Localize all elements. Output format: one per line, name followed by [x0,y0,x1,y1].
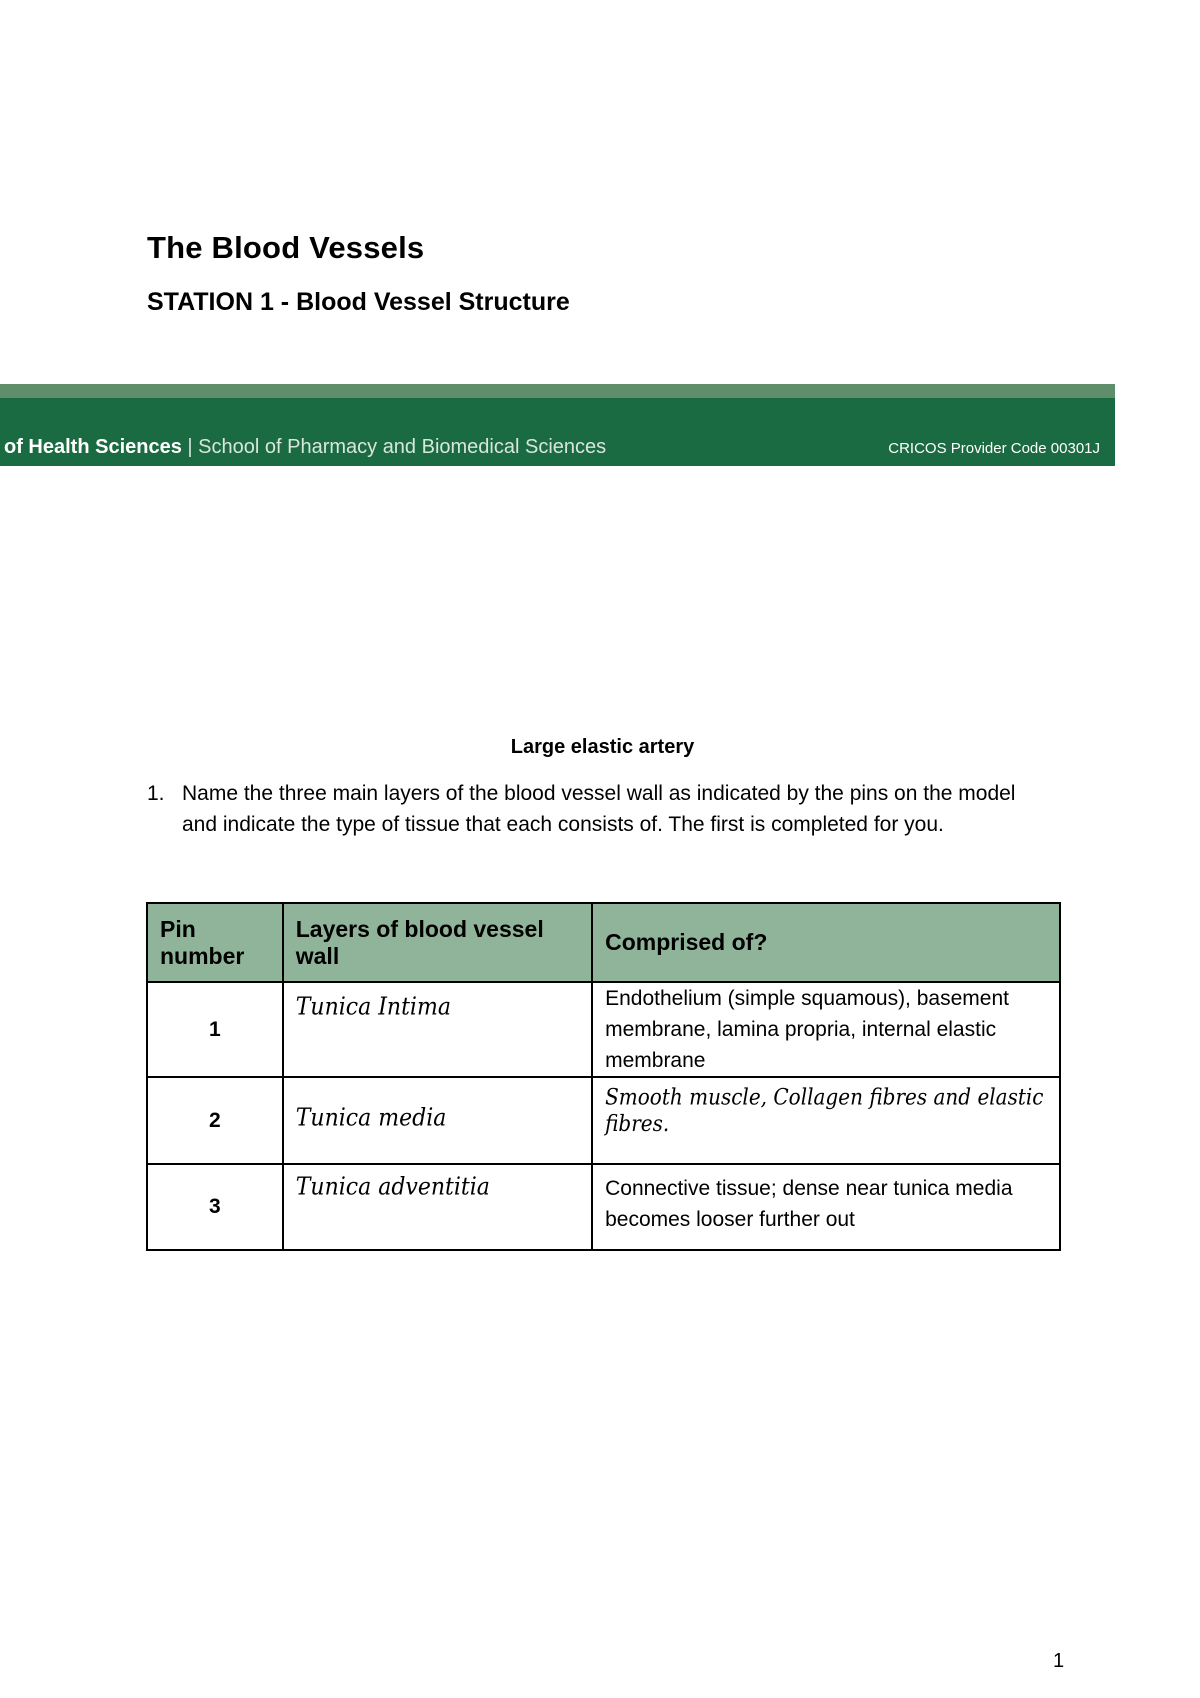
banner-stripe [0,384,1115,398]
banner-separator: | [181,436,199,458]
pin-cell: 3 [147,1164,283,1250]
table-row [147,1077,1060,1164]
pin-cell: 2 [147,1077,283,1164]
layer-cell [283,1077,592,1164]
question-number: 1. [147,782,165,805]
station-subtitle: STATION 1 - Blood Vessel Structure [147,288,570,316]
table-row [147,982,1060,1077]
question-1 [147,778,1027,840]
section-heading: Large elastic artery [510,736,695,758]
page-number: 1 [1053,1650,1065,1672]
layer-cell [283,982,592,1077]
handwritten-answer: Tunica media [295,1104,447,1133]
header-layers: Layers of blood vessel wall [283,903,592,982]
layers-table [146,902,1061,1251]
table-header-row [147,903,1060,982]
handwritten-answer: Smooth muscle, Collagen fibres and elastic fibres. [605,1083,1044,1137]
header-comprised: Comprised of? [592,903,1060,982]
pin-cell: 1 [147,982,283,1077]
banner-faculty-text [4,436,606,459]
handwritten-answer: Tunica adventitia [295,1173,490,1202]
header-pin-number: Pin number [147,903,283,982]
banner-cricos: CRICOS Provider Code 00301J [888,440,1100,457]
comprised-cell [592,1077,1060,1164]
comprised-cell: Endothelium (simple squamous), basement membrane, lamina propria, internal elastic membrane [592,982,1060,1077]
question-text: Name the three main layers of the blood vessel wall as indicated by the pins on the model and indicate the type of tissue that each consists of. The first is completed for you. [182,782,1016,836]
table-row [147,1164,1060,1250]
comprised-cell: Connective tissue; dense near tunica media becomes looser further out [592,1164,1060,1250]
banner-faculty: of Health Sciences [4,436,182,458]
document-title: The Blood Vessels [147,230,425,265]
handwritten-answer: Tunica Intima [295,993,451,1022]
layer-cell [283,1164,592,1250]
banner-school: School of Pharmacy and Biomedical Sciences [198,436,607,458]
